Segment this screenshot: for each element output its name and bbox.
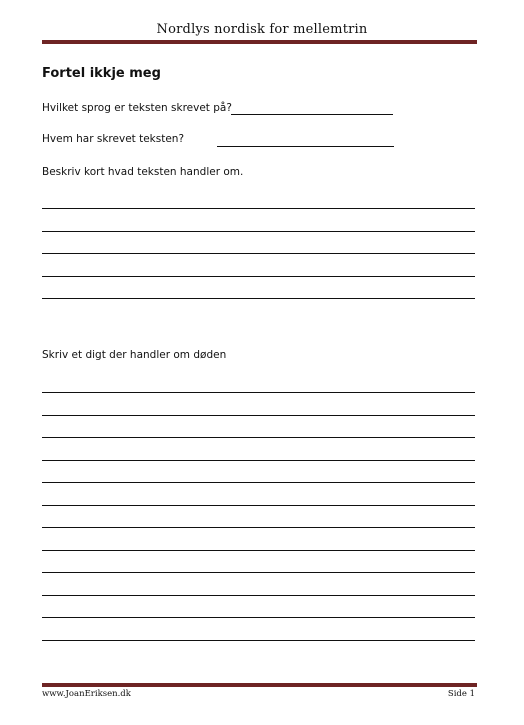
poem-line[interactable] [42, 392, 475, 393]
poem-line[interactable] [42, 617, 475, 618]
poem-line[interactable] [42, 482, 475, 483]
question-summary: Beskriv kort hvad teksten handler om. [42, 166, 244, 178]
poem-line[interactable] [42, 595, 475, 596]
summary-line[interactable] [42, 298, 475, 299]
poem-line[interactable] [42, 415, 475, 416]
question-poem: Skriv et digt der handler om døden [42, 349, 227, 361]
poem-line[interactable] [42, 572, 475, 573]
footer-divider [42, 683, 477, 687]
poem-line[interactable] [42, 640, 475, 641]
worksheet-title: Fortel ikkje meg [42, 66, 161, 81]
summary-line[interactable] [42, 231, 475, 232]
header-divider [42, 40, 477, 44]
footer-page-number: Side 1 [447, 689, 475, 699]
answer-line-author[interactable] [217, 146, 394, 147]
page-header-title: Nordlys nordisk for mellemtrin [156, 22, 368, 37]
answer-line-language[interactable] [231, 114, 393, 115]
poem-line[interactable] [42, 550, 475, 551]
summary-line[interactable] [42, 208, 475, 209]
question-language: Hvilket sprog er teksten skrevet på? [42, 102, 232, 114]
poem-line[interactable] [42, 505, 475, 506]
poem-line[interactable] [42, 460, 475, 461]
summary-line[interactable] [42, 253, 475, 254]
question-author: Hvem har skrevet teksten? [42, 133, 185, 145]
poem-line[interactable] [42, 527, 475, 528]
summary-line[interactable] [42, 276, 475, 277]
poem-line[interactable] [42, 437, 475, 438]
footer-website: www.JoanEriksen.dk [42, 689, 131, 699]
